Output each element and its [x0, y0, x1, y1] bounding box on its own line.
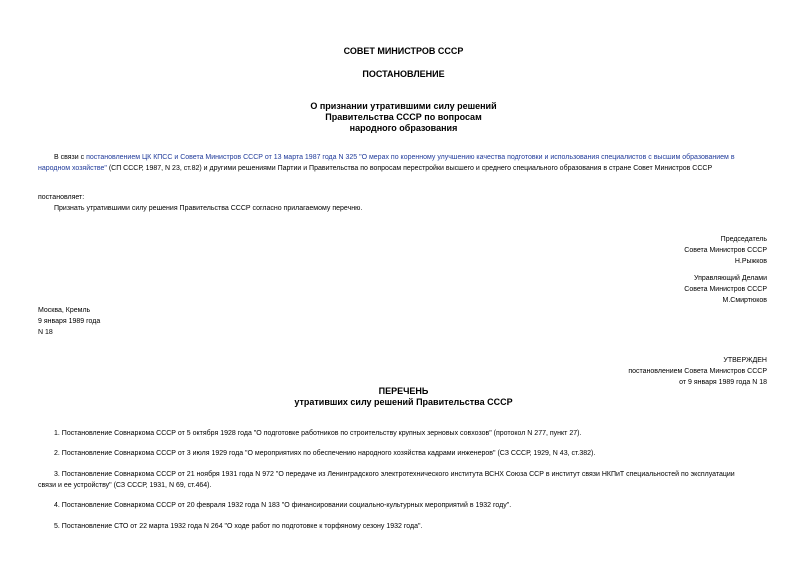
- signature-line: Управляющий Делами: [693, 275, 767, 282]
- list-item-continuation: связи и ее устройству" (СЗ СССР, 1931, N 69, ст.464).: [38, 482, 212, 489]
- decree-link[interactable]: постановлением ЦК КПСС и Совета Министров СССР от 13 марта 1987 года N 325 "О мерах по коренному улучшению качества подготовки и использования специалистов с высшим образованием в: [86, 154, 735, 161]
- approval-line: от 9 января 1989 года N 18: [679, 379, 767, 386]
- list-item: 3. Постановление Совнаркома СССР от 21 ноября 1931 года N 972 "О передаче из Ленинградского электротехнического института ВСНХ Союза ССР в институт связи НКПиТ специальностей по эксплуатации связи и ее устройству" (СЗ СССР, 1931, N 69, ст.464).: [38, 469, 773, 491]
- title-line: Правительства СССР по вопросам: [325, 112, 482, 122]
- list-item: 2. Постановление Совнаркома СССР от 3 июля 1929 года "О мероприятиях по обеспечению народного хозяйства кадрами инженеров" (СЗ СССР, 1929, N 43, ст.382).: [54, 450, 596, 457]
- list-heading: [0, 386, 807, 408]
- title-line: О признании утратившими силу решений: [310, 101, 497, 111]
- approval-block: [628, 355, 767, 388]
- manager-signature: [684, 273, 767, 306]
- list-subtitle: утративших силу решений Правительства СССР: [294, 397, 513, 407]
- list-item: 4. Постановление Совнаркома СССР от 20 февраля 1932 года N 183 "О финансировании социально-культурных мероприятий в 1932 году".: [54, 502, 512, 509]
- resolves-label: постановляет:: [38, 194, 85, 201]
- signature-line: Совета Министров СССР: [684, 247, 767, 254]
- preamble-suffix: (СП СССР, 1987, N 23, ст.82) и другими решениями Партии и Правительства по вопросам перестройки высшего и среднего специального образования в стране Совет Министров СССР: [106, 165, 713, 172]
- date-line: 9 января 1989 года: [38, 318, 101, 325]
- signature-line: М.Смиртюков: [722, 297, 767, 304]
- list-item: 1. Постановление Совнаркома СССР от 5 октября 1928 года "О подготовке работников по строительству крупных зерновых совхозов" (протокол N 277, пункт 27).: [54, 430, 582, 437]
- signature-line: Председатель: [720, 236, 767, 243]
- title-line: народного образования: [349, 123, 458, 133]
- decree-link-continued[interactable]: народном хозяйстве": [38, 165, 107, 172]
- chairman-signature: [684, 234, 767, 267]
- doc-type-heading: ПОСТАНОВЛЕНИЕ: [362, 69, 445, 79]
- signature-line: Совета Министров СССР: [684, 286, 767, 293]
- preamble: [38, 152, 773, 174]
- list-title: ПЕРЕЧЕНЬ: [378, 386, 429, 396]
- signature-line: Н.Рыжков: [734, 258, 767, 265]
- resolves-text: Признать утратившими силу решения Правительства СССР согласно прилагаемому перечню.: [54, 205, 363, 212]
- place-date: [38, 305, 100, 338]
- number-line: N 18: [38, 329, 53, 336]
- approval-line: постановлением Совета Министров СССР: [628, 368, 767, 375]
- document-title: [0, 101, 807, 134]
- place-line: Москва, Кремль: [38, 307, 91, 314]
- list-item: 5. Постановление СТО от 22 марта 1932 года N 264 "О ходе работ по подготовке к торфяному сезону 1932 года".: [54, 523, 423, 530]
- preamble-prefix: В связи с: [54, 154, 87, 161]
- org-heading: СОВЕТ МИНИСТРОВ СССР: [343, 46, 464, 56]
- approval-line: УТВЕРЖДЕН: [723, 357, 767, 364]
